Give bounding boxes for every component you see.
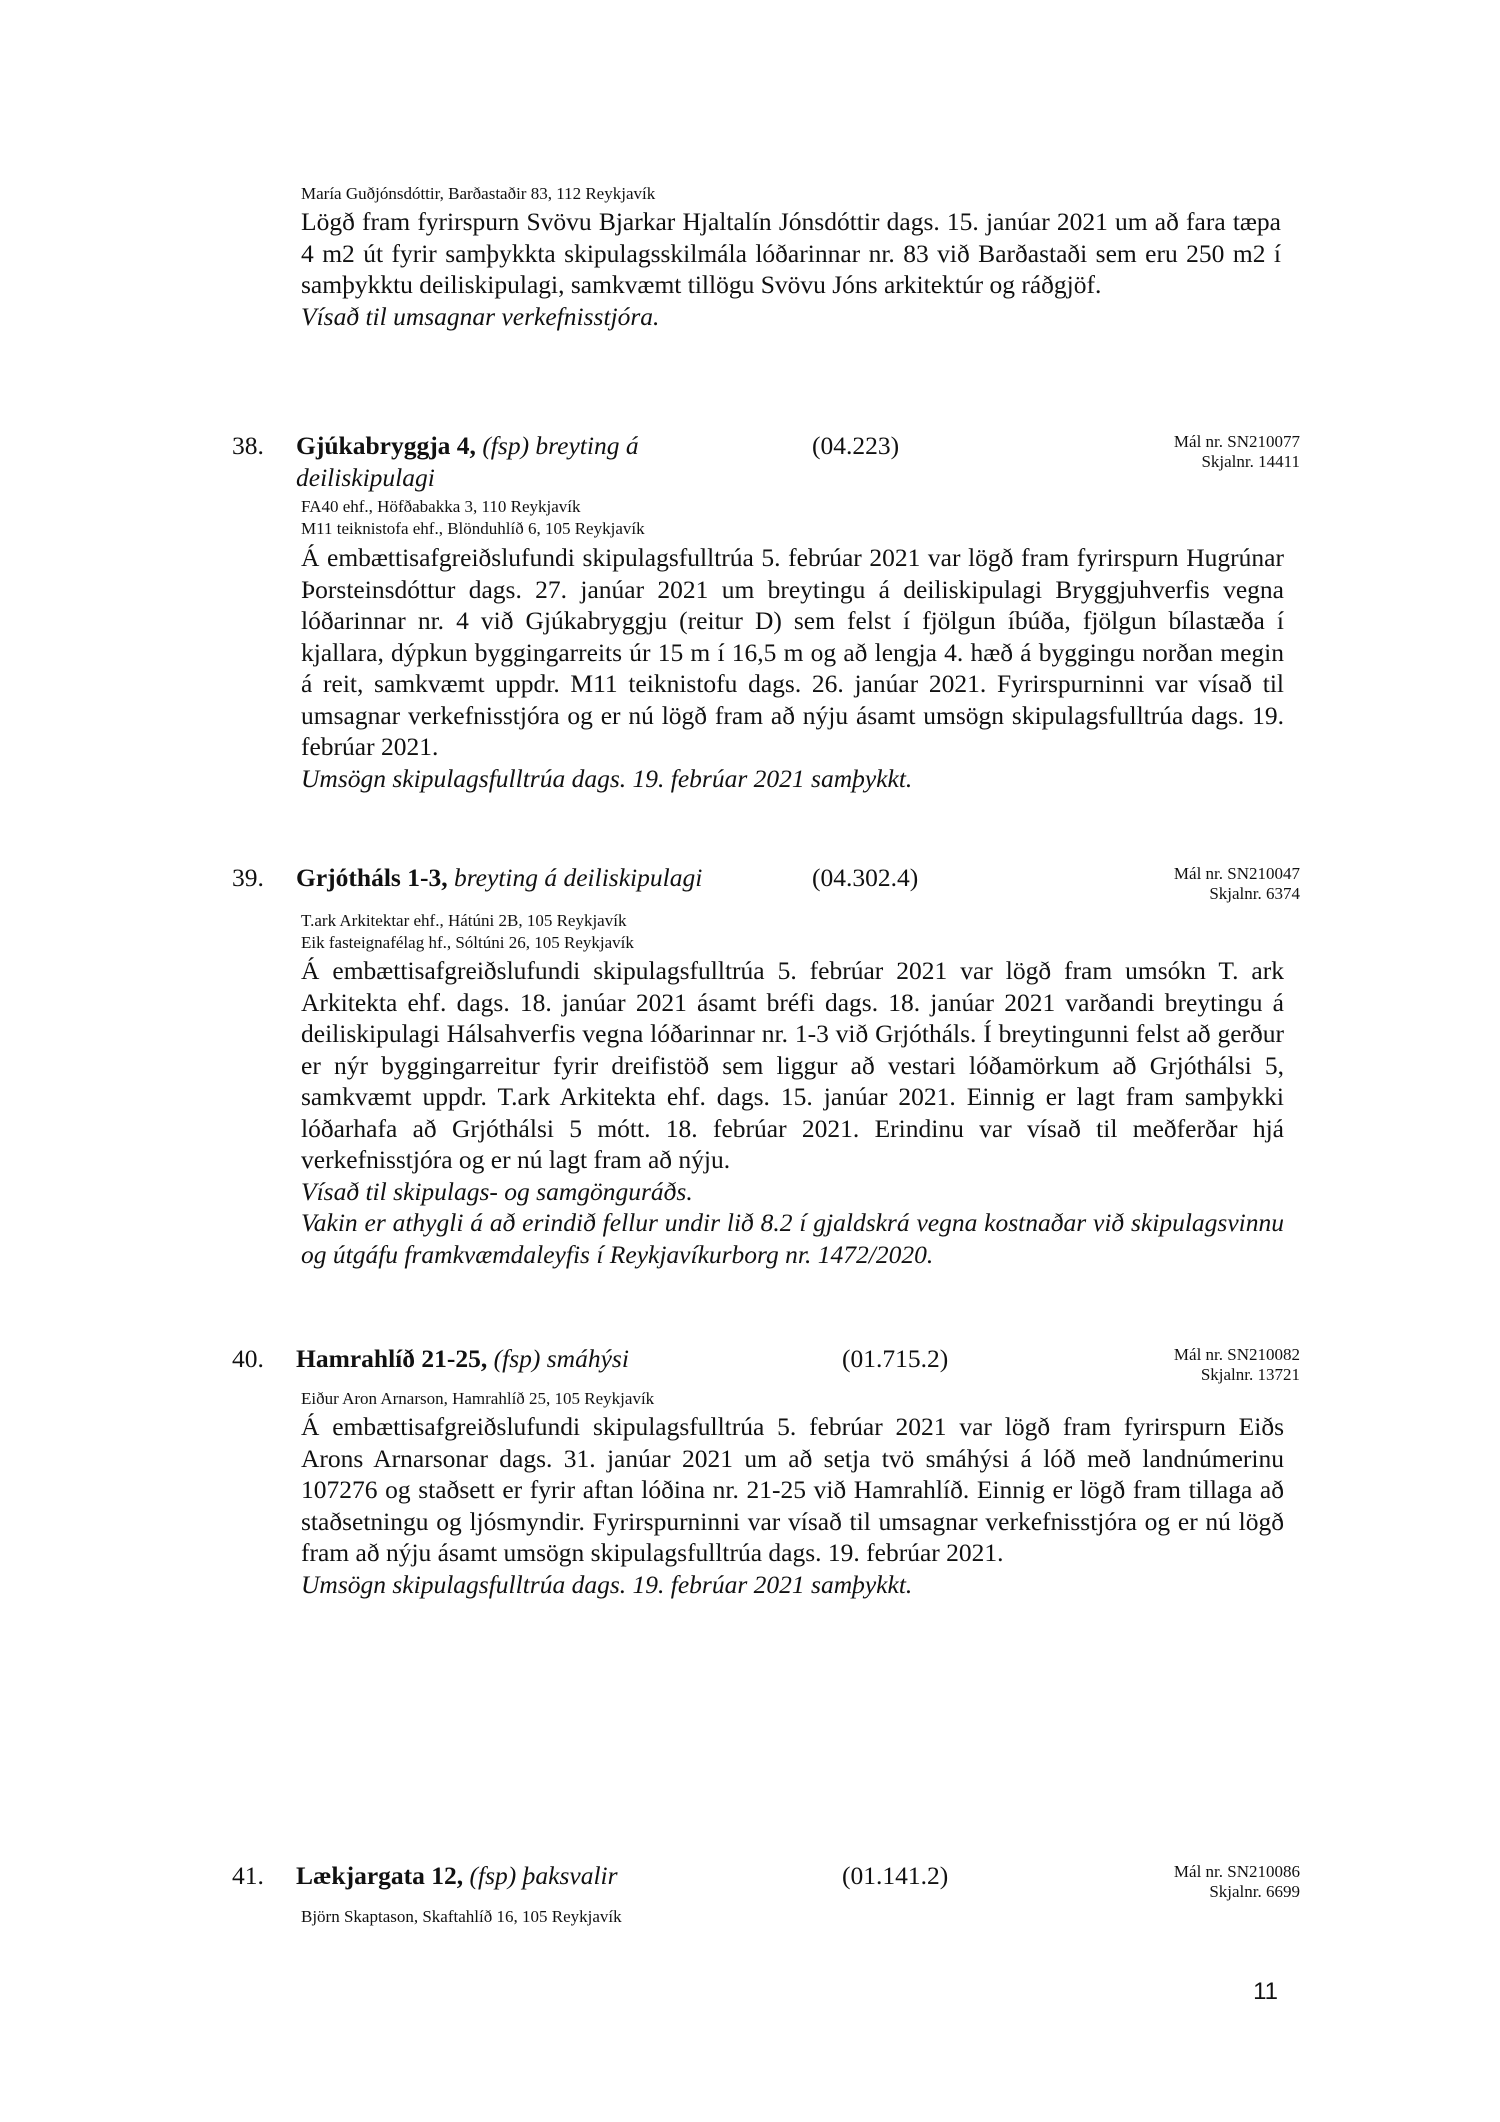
body-paragraph: Á embættisafgreiðslufundi skipulagsfulltrúa 5. febrúar 2021 var lögð fram fyrirspurn Eiðs Arons Arnarsonar dags. 31. janúar 2021 um að setja tvö smáhýsi á lóð með landnúmerinu 107276 og staðsett er fyrir aftan lóðina nr. 21-25 við Hamrahlíð. Einnig er lögð fram tillaga að staðsetningu og ljósmyndir. Fyrirspurninni var vísað til umsagnar verkefnisstjóra og er nú lögð fram að nýju ásamt umsögn skipulagsfulltrúa dags. 19. febrúar 2021.	[301, 1412, 1284, 1567]
case-body	[301, 955, 1284, 1270]
skjal-number: Skjalnr. 14411	[1201, 452, 1300, 471]
case-title-subject: (fsp) breyting á deiliskipulagi	[296, 431, 639, 492]
case-title-address: Lækjargata 12,	[296, 1861, 464, 1890]
case-code: (04.223)	[812, 431, 900, 460]
applicant-line: Eik fasteignafélag hf., Sóltúni 26, 105 Reykjavík	[301, 933, 634, 952]
case-code: (01.715.2)	[842, 1344, 949, 1373]
decision-line: Umsögn skipulagsfulltrúa dags. 19. febrúar 2021 samþykkt.	[301, 1569, 913, 1599]
decision-line: Umsögn skipulagsfulltrúa dags. 19. febrúar 2021 samþykkt.	[301, 763, 913, 793]
body-paragraph: Lögð fram fyrirspurn Svövu Bjarkar Hjaltalín Jónsdóttir dags. 15. janúar 2021 um að fara tæpa 4 m2 út fyrir samþykkta skipulagsskilmála lóðarinnar nr. 83 við Barðastaði sem eru 250 m2 í samþykktu deiliskipulagi, samkvæmt tillögu Svövu Jóns arkitektúr og ráðgjöf.	[301, 207, 1281, 299]
case-title-address: Gjúkabryggja 4,	[296, 431, 476, 460]
applicant-line: M11 teiknistofa ehf., Blönduhlíð 6, 105 Reykjavík	[301, 519, 645, 538]
applicant-line: María Guðjónsdóttir, Barðastaðir 83, 112 Reykjavík	[301, 184, 656, 203]
case-reference	[1174, 1862, 1300, 1902]
case-reference	[1174, 864, 1300, 904]
case-body	[301, 542, 1284, 794]
applicant-line: Björn Skaptason, Skaftahlíð 16, 105 Reykjavík	[301, 1907, 622, 1926]
case-number: 39.	[232, 863, 264, 892]
case-title-subject: breyting á deiliskipulagi	[453, 863, 703, 892]
mal-number: Mál nr. SN210077	[1173, 432, 1300, 451]
applicant-line: T.ark Arkitektar ehf., Hátúni 2B, 105 Reykjavík	[301, 911, 627, 930]
skjal-number: Skjalnr. 6374	[1209, 884, 1300, 903]
case-reference	[1174, 432, 1300, 472]
body-paragraph: Á embættisafgreiðslufundi skipulagsfulltrúa 5. febrúar 2021 var lögð fram umsókn T. ark Arkitekta ehf. dags. 18. janúar 2021 ásamt bréfi dags. 18. janúar 2021 varðandi breytingu á deiliskipulagi Hálsahverfis vegna lóðarinnar nr. 1-3 við Grjótháls. Í breytingunni felst að gerður er nýr byggingarreitur fyrir dreifistöð sem liggur að vestari lóðamörkum að Grjóthálsi 5, samkvæmt uppdr. T.ark Arkitekta ehf. dags. 15. janúar 2021. Einnig er lagt fram samþykki lóðarhafa að Grjóthálsi 5 mótt. 18. febrúar 2021. Erindinu var vísað til meðferðar hjá verkefnisstjóra og er nú lagt fram að nýju.	[301, 956, 1284, 1174]
case-code: (01.141.2)	[842, 1861, 949, 1890]
case-title-address: Hamrahlíð 21-25,	[296, 1344, 488, 1373]
case-body	[301, 206, 1281, 332]
page-number: 11	[1253, 1978, 1278, 2005]
decision-line: Vísað til skipulags- og samgönguráðs.	[301, 1176, 693, 1206]
case-body	[301, 1411, 1284, 1600]
case-title-address: Grjótháls 1-3,	[296, 863, 448, 892]
case-title	[296, 862, 816, 894]
case-number: 41.	[232, 1861, 264, 1890]
decision-line: Vakin er athygli á að erindið fellur undir lið 8.2 í gjaldskrá vegna kostnaðar við skipulagsvinnu og útgáfu framkvæmdaleyfis í Reykjavíkurborg nr. 1472/2020.	[301, 1208, 1284, 1269]
mal-number: Mál nr. SN210082	[1173, 1345, 1300, 1364]
skjal-number: Skjalnr. 6699	[1209, 1882, 1300, 1901]
case-code: (04.302.4)	[812, 863, 919, 892]
applicant-line: FA40 ehf., Höfðabakka 3, 110 Reykjavík	[301, 497, 581, 516]
case-reference	[1174, 1345, 1300, 1385]
decision-line: Vísað til umsagnar verkefnisstjóra.	[301, 301, 660, 331]
skjal-number: Skjalnr. 13721	[1200, 1365, 1300, 1384]
case-title-subject: (fsp) smáhýsi	[493, 1344, 629, 1373]
mal-number: Mál nr. SN210047	[1173, 864, 1300, 883]
case-title	[296, 430, 696, 494]
case-number: 38.	[232, 431, 264, 460]
body-paragraph: Á embættisafgreiðslufundi skipulagsfulltrúa 5. febrúar 2021 var lögð fram fyrirspurn Hugrúnar Þorsteinsdóttur dags. 27. janúar 2021 um breytingu á deiliskipulagi Bryggjuhverfis vegna lóðarinnar nr. 4 við Gjúkabryggju (reitur D) sem felst í fjölgun íbúða, fjölgun bílastæða í kjallara, dýpkun byggingarreits úr 15 m í 16,5 m og að lengja 4. hæð á byggingu norðan megin á reit, samkvæmt uppdr. M11 teiknistofu dags. 26. janúar 2021. Fyrirspurninni var vísað til umsagnar verkefnisstjóra og er nú lögð fram að nýju ásamt umsögn skipulagsfulltrúa dags. 19. febrúar 2021.	[301, 543, 1284, 761]
case-title	[296, 1343, 696, 1375]
case-number: 40.	[232, 1344, 264, 1373]
case-title	[296, 1860, 696, 1892]
applicant-line: Eiður Aron Arnarson, Hamrahlíð 25, 105 Reykjavík	[301, 1389, 655, 1408]
case-title-subject: (fsp) þaksvalir	[469, 1861, 618, 1890]
mal-number: Mál nr. SN210086	[1173, 1862, 1300, 1881]
